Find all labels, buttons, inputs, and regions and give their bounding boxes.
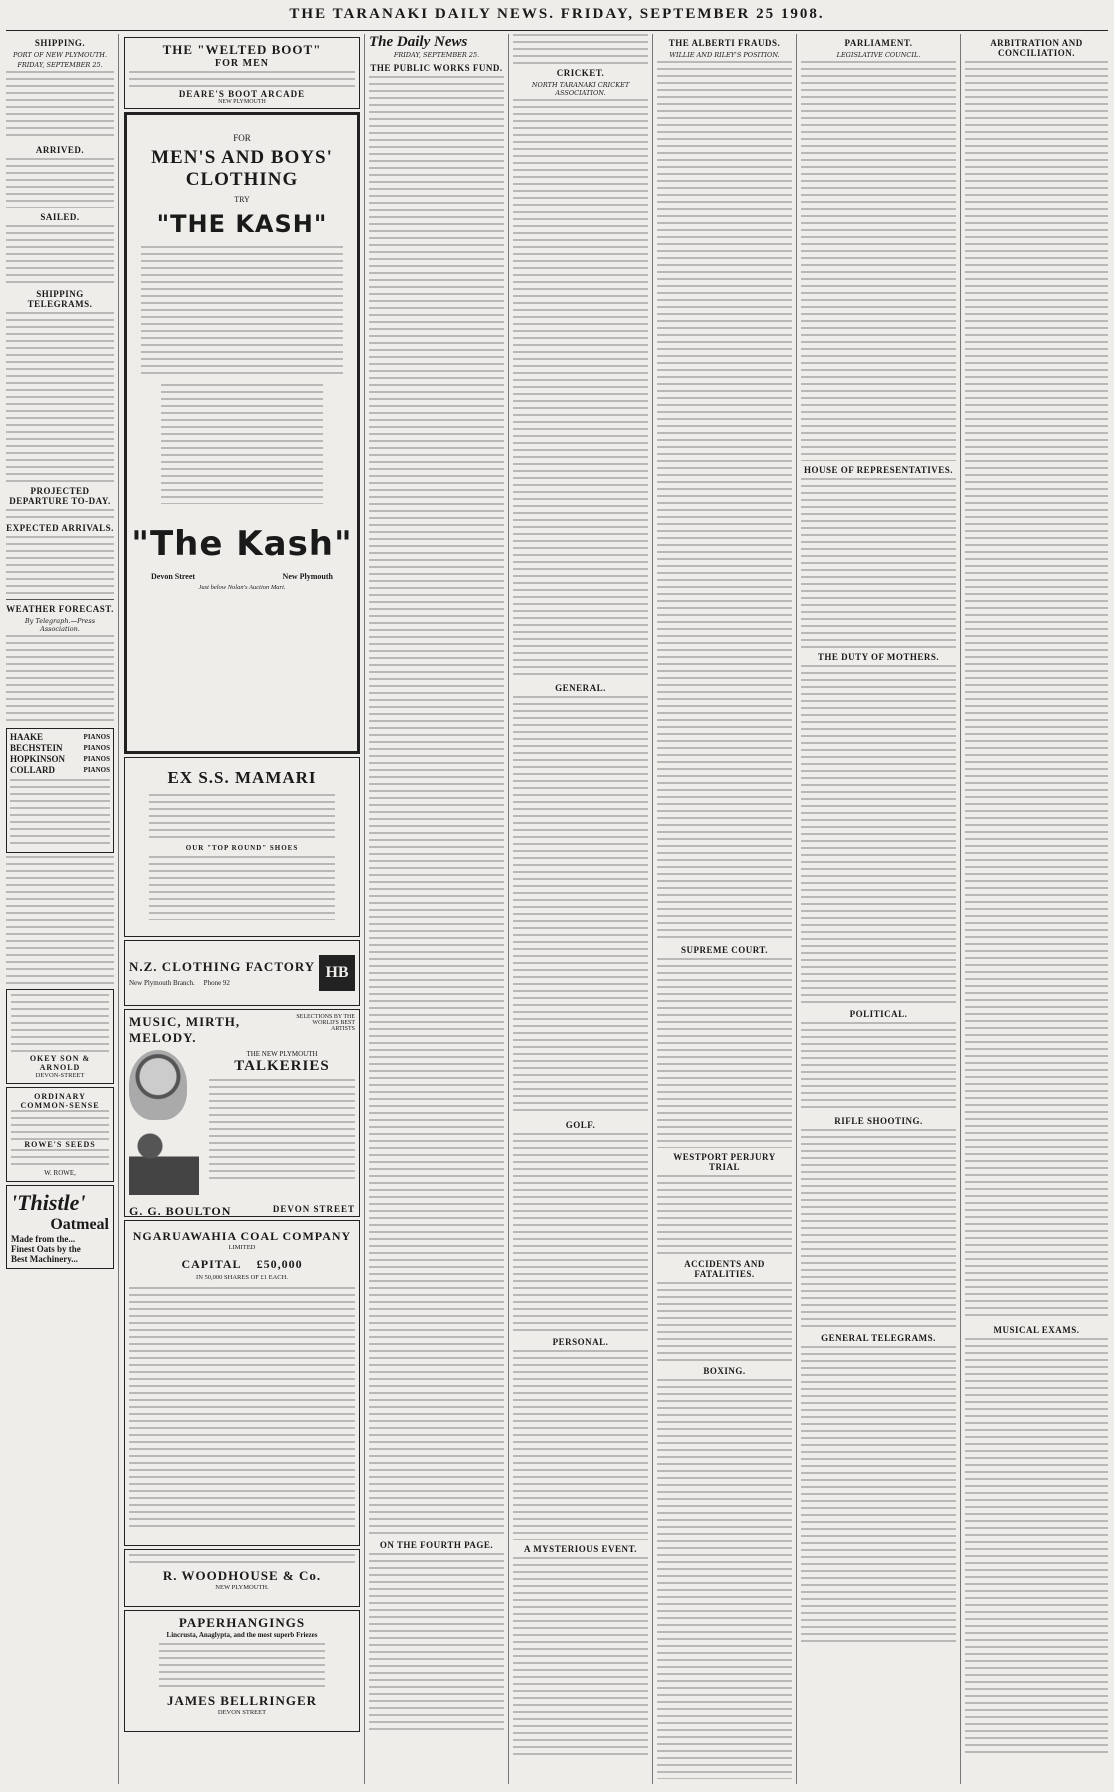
arbitration-heading: ARBITRATION AND CONCILIATION. [990,38,1083,58]
kash-logo: "The Kash" [131,524,353,564]
shipping-date: FRIDAY, SEPTEMBER 25. [17,61,103,69]
rowe-title: ROWE'S SEEDS [24,1140,96,1149]
text-block [801,1129,956,1329]
text-block [657,61,792,941]
daily-news-date: FRIDAY, SEPTEMBER 25. [393,51,480,59]
text-block [801,1346,956,1646]
parliament-heading: PARLIAMENT. [844,38,913,48]
woodhouse-name: R. WOODHOUSE & Co. [162,1568,322,1583]
oatmeal-title: Oatmeal [50,1216,109,1233]
welted-boot-ad [124,37,360,109]
kash-street-left: Devon Street [151,572,196,581]
daily-news-logo: The Daily News [369,34,468,50]
paperhangings-ad [124,1610,360,1732]
text-block [657,1379,792,1779]
talkeries-the-new: THE NEW PLYMOUTH [246,1050,318,1058]
representatives-heading: HOUSE OF REPRESENTATIVES. [803,465,954,475]
text-block [11,1110,109,1140]
column-rule [652,34,653,1784]
divider [6,599,114,600]
telegrams-heading: GENERAL TELEGRAMS. [821,1333,936,1343]
shipping-port: PORT OF NEW PLYMOUTH. [12,51,108,59]
text-block [801,478,956,648]
arrived-heading: ARRIVED. [35,145,85,155]
welted-title: THE "WELTED BOOT" [162,42,322,57]
shipping-telegrams-heading: SHIPPING TELEGRAMS. [27,289,93,309]
coal-title: NGARUAWAHIA COAL COMPANY [132,1229,352,1243]
pianos-ad [6,728,114,853]
masthead-rule [6,30,1108,31]
mysterious-heading: A MYSTERIOUS EVENT. [523,1544,638,1554]
westport-heading: WESTPORT PERJURY TRIAL [673,1152,776,1172]
text-block [657,958,792,1148]
text-block [10,779,110,849]
text-block [513,1557,648,1757]
column-shipping [6,34,114,1784]
nz-clothing-ad [124,940,360,1006]
column-rule [364,34,365,1784]
text-block [801,665,956,1005]
text-block [141,246,343,376]
text-block [369,1553,504,1733]
political-heading: POLITICAL. [849,1009,908,1019]
kash-title-1: MEN'S AND BOYS' [151,147,333,168]
column-parliament [801,34,956,1784]
nz-clothing-title: N.Z. CLOTHING FACTORY [129,959,316,974]
coal-limited: LIMITED [228,1244,256,1251]
weather-byline: By Telegraph.—Press Association. [24,617,96,633]
portrait-image [129,1050,187,1120]
legislative-heading: LEGISLATIVE COUNCIL. [836,51,921,59]
talkeries-name: TALKERIES [234,1058,330,1074]
text-block [801,61,956,461]
okey-name: OKEY SON & ARNOLD [29,1054,91,1072]
coal-capital-label: CAPITAL [181,1257,242,1271]
piano-maker: COLLARD [10,765,56,775]
text-block [161,384,323,504]
text-block [209,1079,355,1179]
thistle-tagline: Best Machinery... [11,1254,78,1264]
public-works-heading: THE PUBLIC WORKS FUND. [370,63,503,73]
hb-logo: HB [319,955,355,991]
paperhangings-sub: Lincrusta, Anaglypta, and the most superb Friezes [166,1631,318,1639]
coal-company-ad [124,1220,360,1546]
text-block [513,696,648,1116]
text-block [513,34,648,64]
mamari-title: EX S.S. MAMARI [167,768,317,787]
mamari-ad [124,757,360,937]
text-block [6,635,114,725]
okey-ad [6,989,114,1084]
sailed-heading: SAILED. [40,212,80,222]
fourth-page-heading: ON THE FOURTH PAGE. [379,1540,494,1550]
column-news [657,34,792,1784]
column-rule [118,34,119,1784]
talkeries-title: MUSIC, MIRTH, MELODY. [129,1014,241,1045]
okey-street: DEVON-STREET [35,1072,85,1079]
text-block [6,856,114,986]
cricket-heading: CRICKET. [556,68,605,78]
phonograph-image [129,1125,199,1195]
column-rule [796,34,797,1784]
cricket-subheading: NORTH TARANAKI CRICKET ASSOCIATION. [531,81,630,97]
general-heading: GENERAL. [555,683,606,693]
column-editorial [369,34,504,1784]
talkeries-street: DEVON STREET [272,1204,355,1214]
coal-shares: IN 50,000 SHARES OF £1 EACH. [196,1274,288,1281]
nz-clothing-phone: Phone 92 [203,979,230,987]
bellringer-name: JAMES BELLRINGER [167,1693,317,1708]
nz-clothing-branch: New Plymouth Branch. [129,979,195,987]
kash-name: "THE KASH" [156,210,328,238]
kash-for: FOR [233,133,251,143]
weather-heading: WEATHER FORECAST. [6,604,114,614]
piano-maker: HOPKINSON [10,754,66,764]
thistle-tagline: Made from the... [11,1234,76,1244]
text-block [657,1282,792,1362]
pianos-label: PIANOS [83,755,110,763]
welted-subtitle: FOR MEN [215,58,269,69]
text-block [6,71,114,141]
text-block [6,536,114,596]
alberti-heading: THE ALBERTI FRAUDS. [668,38,781,48]
personal-heading: PERSONAL. [552,1337,609,1347]
projected-heading: PROJECTED DEPARTURE TO-DAY. [9,486,111,506]
shipping-heading: SHIPPING. [34,38,86,48]
text-block [129,71,355,87]
column-arbitration [965,34,1108,1784]
text-block [159,1643,325,1689]
paperhangings-title: PAPERHANGINGS [178,1615,306,1630]
piano-maker: HAAKE [10,732,44,742]
golf-heading: GOLF. [565,1120,596,1130]
thistle-ad [6,1185,114,1269]
column-rule [960,34,961,1784]
text-block [965,61,1108,1321]
rifle-heading: RIFLE SHOOTING. [834,1116,923,1126]
accidents-heading: ACCIDENTS AND FATALITIES. [684,1259,765,1279]
mamari-round: OUR "TOP ROUND" SHOES [185,844,299,852]
text-block [657,1175,792,1255]
thistle-tagline: Finest Oats by the [11,1244,81,1254]
thistle-logo: 'Thistle' [11,1190,86,1215]
text-block [6,158,114,208]
kash-below: Just below Nolan's Auction Mart. [198,584,286,591]
kash-street-right: New Plymouth [282,572,333,581]
pianos-label: PIANOS [83,744,110,752]
deares-name: DEARE'S BOOT ARCADE [178,89,306,99]
alberti-subheading: WILLIE AND RILEY'S POSITION. [669,51,780,59]
text-block [513,1133,648,1333]
woodhouse-place: NEW PLYMOUTH. [215,1584,269,1591]
masthead: THE TARANAKI DAILY NEWS. FRIDAY, SEPTEMBER 25 1908. [289,6,825,22]
text-block [6,225,114,285]
expected-heading: EXPECTED ARRIVALS. [6,523,114,533]
pianos-label: PIANOS [83,733,110,741]
pianos-label: PIANOS [83,766,110,774]
text-block [149,794,335,840]
rowe-name: W. ROWE, [44,1169,76,1177]
text-block [965,1338,1108,1758]
talkeries-selections: SELECTIONS BY THE WORLD'S BEST ARTISTS [296,1014,355,1032]
common-sense-ad [6,1087,114,1182]
text-block [11,994,109,1054]
text-block [369,76,504,1536]
bellringer-street: DEVON STREET [217,1709,267,1716]
mothers-heading: THE DUTY OF MOTHERS. [817,652,940,662]
coal-capital-value: £50,000 [256,1257,303,1271]
text-block [801,1022,956,1112]
column-sport [513,34,648,1784]
supreme-heading: SUPREME COURT. [680,945,769,955]
text-block [513,99,648,679]
musical-heading: MUSICAL EXAMS. [993,1325,1080,1335]
text-block [129,1554,355,1568]
kash-try: TRY [234,195,250,204]
text-block [129,1287,355,1527]
kash-title-2: CLOTHING [185,169,299,190]
deares-place: NEW PLYMOUTH [218,99,266,105]
kash-ad [124,112,360,754]
piano-maker: BECHSTEIN [10,743,63,753]
column-advertisements [124,34,360,1784]
talkeries-proprietor: G. G. BOULTON [129,1204,232,1218]
boxing-heading: BOXING. [703,1366,746,1376]
text-block [11,1149,109,1169]
text-block [149,856,335,920]
text-block [513,1350,648,1540]
text-block [6,509,114,519]
text-block [6,312,114,482]
talkeries-ad [124,1009,360,1217]
common-sense-title: ORDINARY COMMON-SENSE [20,1092,100,1110]
woodhouse-ad [124,1549,360,1607]
column-rule [508,34,509,1784]
